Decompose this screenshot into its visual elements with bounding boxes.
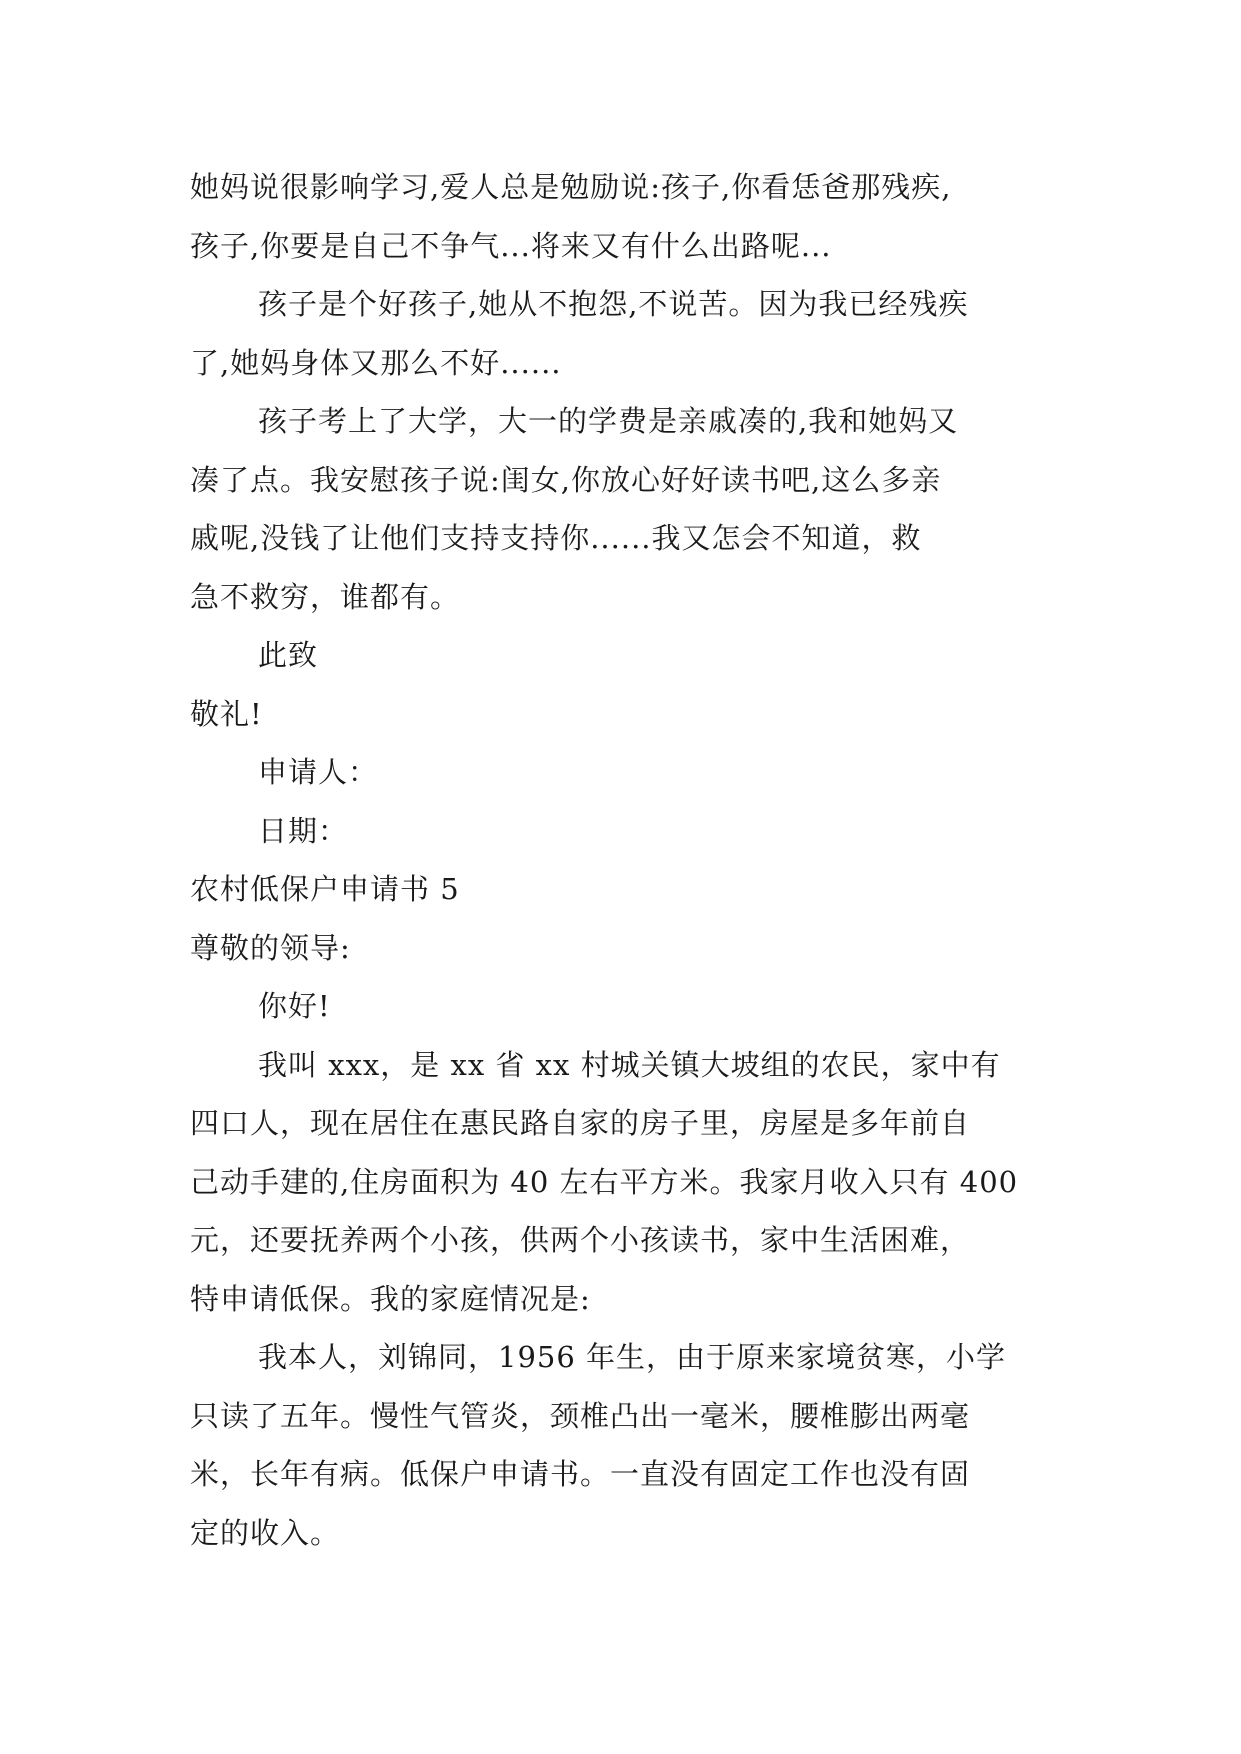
section-title: 农村低保户申请书 5 — [190, 872, 460, 906]
paragraph-line: 米，长年有病。低保户申请书。一直没有固定工作也没有固 — [190, 1457, 971, 1491]
paragraph-line: 特申请低保。我的家庭情况是: — [190, 1281, 591, 1316]
date-label: 日期： — [258, 813, 349, 848]
paragraph-line: 定的收入。 — [190, 1515, 341, 1550]
paragraph-line: 四口人，现在居住在惠民路自家的房子里，房屋是多年前自 — [190, 1106, 971, 1140]
paragraph-line: 只读了五年。慢性气管炎，颈椎凸出一毫米，腰椎膨出两毫 — [190, 1398, 971, 1433]
paragraph-line: 她妈说很影响学习,爱人总是勉励说:孩子,你看恁爸那残疾, — [190, 170, 952, 204]
paragraph-line: 凑了点。我安慰孩子说:闺女,你放心好好读书吧,这么多亲 — [190, 462, 942, 497]
document-page — [190, 158, 1070, 1562]
closing-salutation: 此致 — [258, 638, 319, 672]
closing-regards: 敬礼! — [190, 696, 263, 731]
greeting-line: 尊敬的领导: — [190, 930, 351, 965]
greeting-hello: 你好! — [258, 989, 331, 1023]
paragraph-line: 孩子,你要是自己不争气...将来又有什么出路呢... — [190, 228, 832, 263]
paragraph-line: 元，还要抚养两个小孩，供两个小孩读书，家中生活困难， — [190, 1223, 971, 1257]
paragraph-line: 我本人，刘锦同，1956 年生，由于原来家境贫寒，小学 — [258, 1340, 1007, 1374]
paragraph-line: 了,她妈身体又那么不好...... — [190, 345, 562, 380]
paragraph-line: 孩子考上了大学，大一的学费是亲戚凑的,我和她妈又 — [258, 404, 959, 438]
paragraph-line: 我叫 xxx，是 xx 省 xx 村城关镇大坡组的农民，家中有 — [258, 1047, 1001, 1082]
paragraph-line: 己动手建的,住房面积为 40 左右平方米。我家月收入只有 400 — [190, 1164, 1019, 1199]
paragraph-line: 孩子是个好孩子,她从不抱怨,不说苦。因为我已经残疾 — [258, 287, 969, 321]
paragraph-line: 急不救穷，谁都有。 — [190, 579, 461, 614]
paragraph-line: 戚呢,没钱了让他们支持支持你......我又怎会不知道，救 — [190, 521, 922, 555]
applicant-label: 申请人： — [258, 755, 379, 789]
